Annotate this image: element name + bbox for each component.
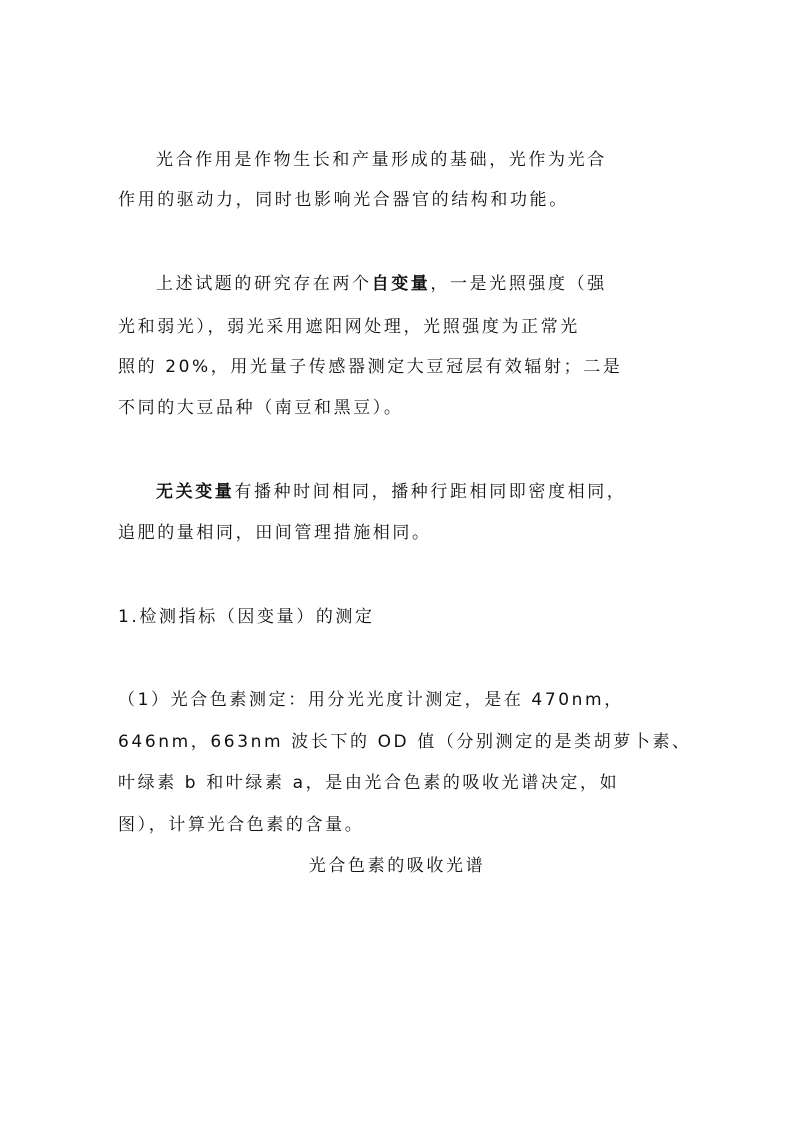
figure-caption: 光合色素的吸收光谱 xyxy=(308,856,486,876)
paragraph-2-line-1 xyxy=(156,274,607,294)
paragraph-1-line-1: 光合作用是作物生长和产量形成的基础，光作为光合 xyxy=(156,150,607,170)
paragraph-2-line-2: 光和弱光），弱光采用遮阳网处理，光照强度为正常光 xyxy=(118,317,580,337)
paragraph-3-text: 有播种时间相同，播种行距相同即密度相同， xyxy=(234,482,627,502)
paragraph-3-line-1 xyxy=(156,482,626,502)
paragraph-2-line-4: 不同的大豆品种（南豆和黑豆）。 xyxy=(118,398,404,418)
paragraph-2-text: 上述试题的研究存在两个 xyxy=(156,274,372,294)
paragraph-5-line-1: （1）光合色素测定：用分光光度计测定，是在 470nm， xyxy=(118,690,624,710)
independent-variable-term: 自变量 xyxy=(371,274,431,294)
paragraph-2-line-3: 照的 20%，用光量子传感器测定大豆冠层有效辐射；二是 xyxy=(118,357,623,377)
paragraph-3-line-2: 追肥的量相同，田间管理措施相同。 xyxy=(118,523,432,543)
paragraph-5-line-2: 646nm，663nm 波长下的 OD 值（分别测定的是类胡萝卜素、 xyxy=(118,732,692,752)
irrelevant-variable-term: 无关变量 xyxy=(156,482,235,502)
paragraph-2-text-cont: ，一是光照强度（强 xyxy=(430,274,607,294)
section-heading: 1.检测指标（因变量）的测定 xyxy=(118,607,375,627)
paragraph-5-line-3: 叶绿素 b 和叶绿素 a，是由光合色素的吸收光谱决定，如 xyxy=(118,773,620,793)
paragraph-5-line-4: 图），计算光合色素的含量。 xyxy=(118,815,365,835)
paragraph-1-line-2: 作用的驱动力，同时也影响光合器官的结构和功能。 xyxy=(118,190,569,210)
